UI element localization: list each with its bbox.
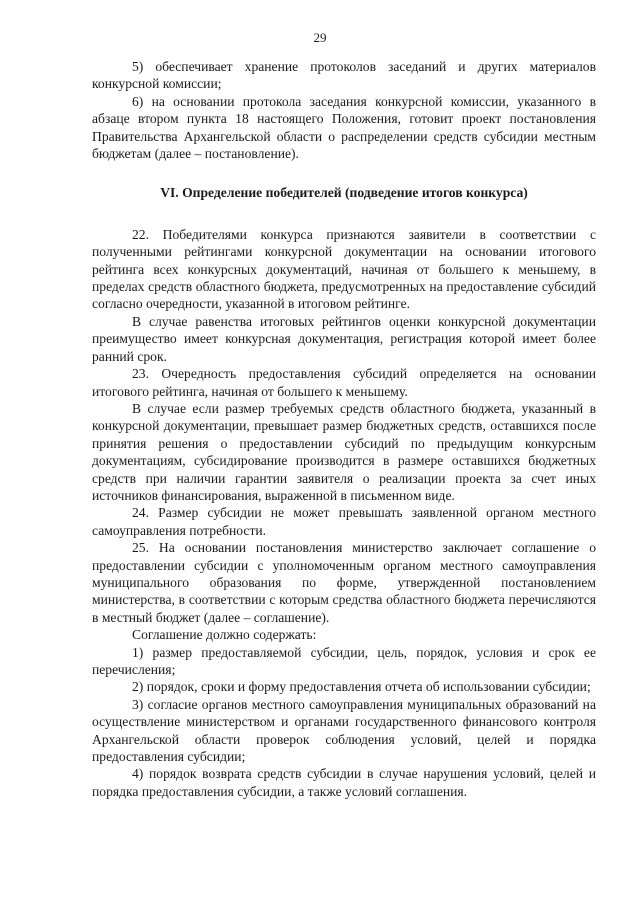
paragraph-agreement-item-1: 1) размер предоставляемой субсидии, цель, порядок, условия и срок ее перечисления; [92, 644, 596, 677]
paragraph-clause-25: 25. На основании постановления министерство заключает соглашение о предоставлении субсидии с уполномоченным органом местного самоуправления муниципального образования по форме, утвержденной постановлением министерства, в соответствии с которым средства областного бюджета перечисляются в местный бюджет (далее – соглашение). [92, 540, 596, 625]
paragraph-agreement-contents: Соглашение должно содержать: [132, 627, 317, 643]
paragraph-clause-22: 22. Победителями конкурса признаются заявители в соответствии с полученными рейтингами конкурсной документации на основании итогового рейтинга всех конкурсных документаций, начиная от большего к меньшему, в пределах средств областного бюджета, предусмотренных на предоставление субсидий согласно очередности, указанной в итоговом рейтинге. [92, 226, 596, 312]
paragraph-item-6: 6) на основании протокола заседания конкурсной комиссии, указанного в абзаце втором пункта 18 настоящего Положения, готовит проект постановления Правительства Архангельской области о распределении средств субсидии местным бюджетам (далее – постановление). [92, 93, 596, 162]
document-body [92, 58, 596, 800]
paragraph-clause-23: 23. Очередность предоставления субсидий определяется на основании итогового рейтинга, начиная от большего к меньшему. [92, 366, 596, 399]
paragraph-agreement-item-2: 2) порядок, сроки и форму предоставления отчета об использовании субсидии; [132, 679, 591, 695]
paragraph-agreement-item-3: 3) согласие органов местного самоуправления муниципальных образований на осуществление министерством и органами государственного финансового контроля Архангельской области проверок соблюдения условий, целей и порядка предоставления субсидии; [92, 696, 596, 765]
section-heading: VI. Определение победителей (подведение итогов конкурса) [160, 185, 528, 201]
paragraph-item-5: 5) обеспечивает хранение протоколов заседаний и других материалов конкурсной комиссии; [92, 59, 596, 92]
page-number: 29 [313, 30, 327, 45]
paragraph-insufficient-funds: В случае если размер требуемых средств областного бюджета, указанный в конкурсной документации, превышает размер бюджетных средств, оставшихся после принятия решения о предоставлении субсидий по предыдущим конкурсным документациям, субсидирование производится в размере оставшихся бюджетных средств при наличии гарантии заявителя о реализации проекта за счет иных источников финансирования, выраженной в письменном виде. [92, 400, 596, 503]
paragraph-equal-ratings: В случае равенства итоговых рейтингов оценки конкурсной документации преимущество имеет конкурсная документация, регистрация которой имеет более ранний срок. [92, 313, 596, 364]
paragraph-clause-24: 24. Размер субсидии не может превышать заявленной органом местного самоуправления потребности. [92, 505, 596, 538]
paragraph-agreement-item-4: 4) порядок возврата средств субсидии в случае нарушения условий, целей и порядка предоставления субсидии, а также условий соглашения. [92, 766, 596, 799]
